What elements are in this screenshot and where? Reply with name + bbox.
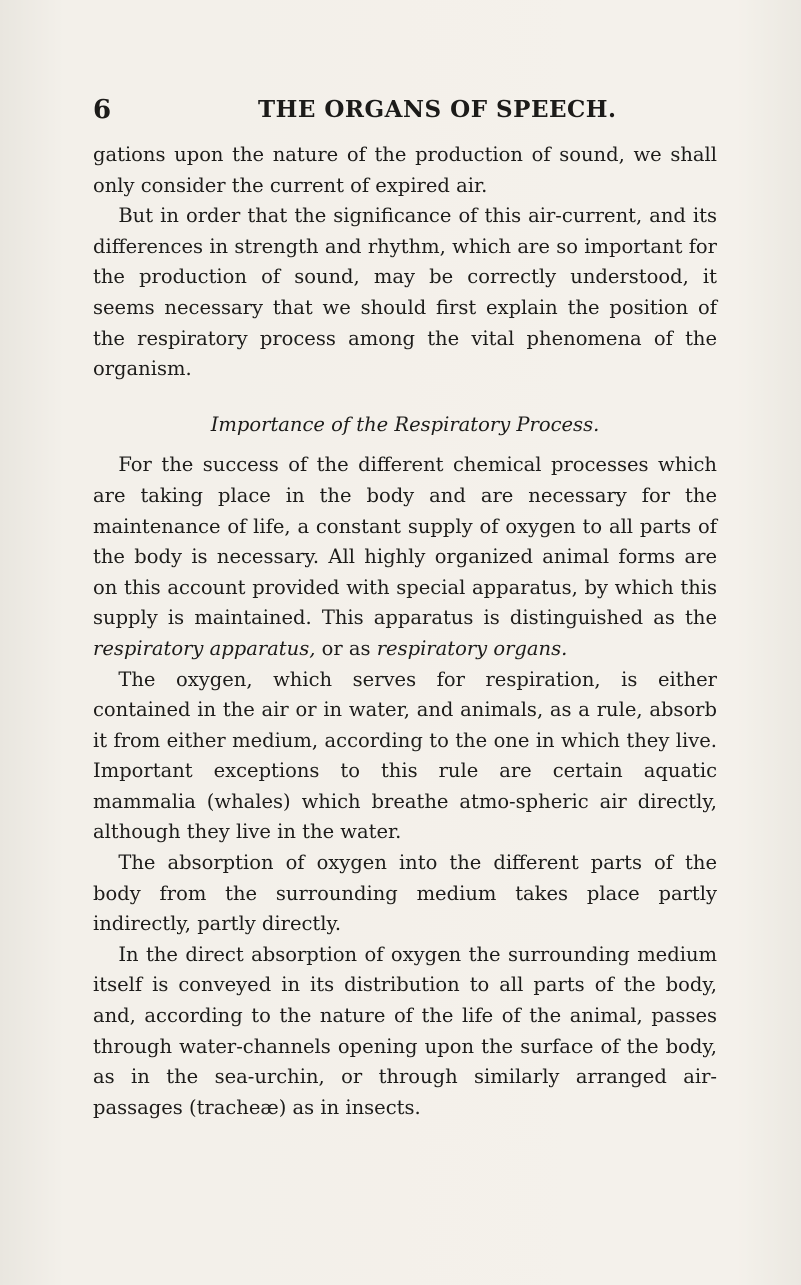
paragraph: But in order that the significance of this air-current, and its differences in strength and rhythm, which are so important for the production of sound, may be correctly understood, it seems necessary that we should first explain the position of the respiratory process among the vital phenomena of the organism.	[93, 204, 717, 381]
paragraph-text: For the success of the different chemical processes which are taking place in the body and are necessary for the maintenance of life, a constant supply of oxygen to all parts of the body is necessary. All highly organized animal forms are on this account provided with special apparatus, by which this supply is maintained. This apparatus is distinguished as the	[93, 453, 717, 630]
page-number: 6	[93, 95, 112, 125]
paragraph: The absorption of oxygen into the different parts of the body from the surrounding medium takes place partly indirectly, partly directly.	[93, 851, 717, 936]
page-header	[93, 92, 718, 128]
body-text	[93, 140, 717, 1123]
paragraph: The oxygen, which serves for respiration, is either contained in the air or in water, and animals, as a rule, absorb it from either medium, according to the one in which they live. Important exceptions to this rule are certain aquatic mammalia (whales) which breathe atmo-spheric air directly, although they live in the water.	[93, 667, 717, 844]
italic-term: respiratory apparatus,	[93, 636, 316, 660]
italic-term: respiratory organs.	[376, 636, 568, 660]
paragraph-respiratory-apparatus	[93, 450, 717, 664]
section-heading: Importance of the Respiratory Process.	[210, 412, 600, 436]
paragraph-text: or as	[315, 636, 377, 660]
paragraph-continuation: gations upon the nature of the production of sound, we shall only consider the current of expired air.	[93, 143, 717, 197]
running-title: THE ORGANS OF SPEECH.	[258, 96, 617, 123]
paragraph: In the direct absorption of oxygen the surrounding medium itself is conveyed in its distribution to all parts of the body, and, according to the nature of the life of the animal, passes through water-channels opening upon the surface of the body, as in the sea-urchin, or through similarly arranged air-passages (tracheæ) as in insects.	[93, 942, 717, 1119]
